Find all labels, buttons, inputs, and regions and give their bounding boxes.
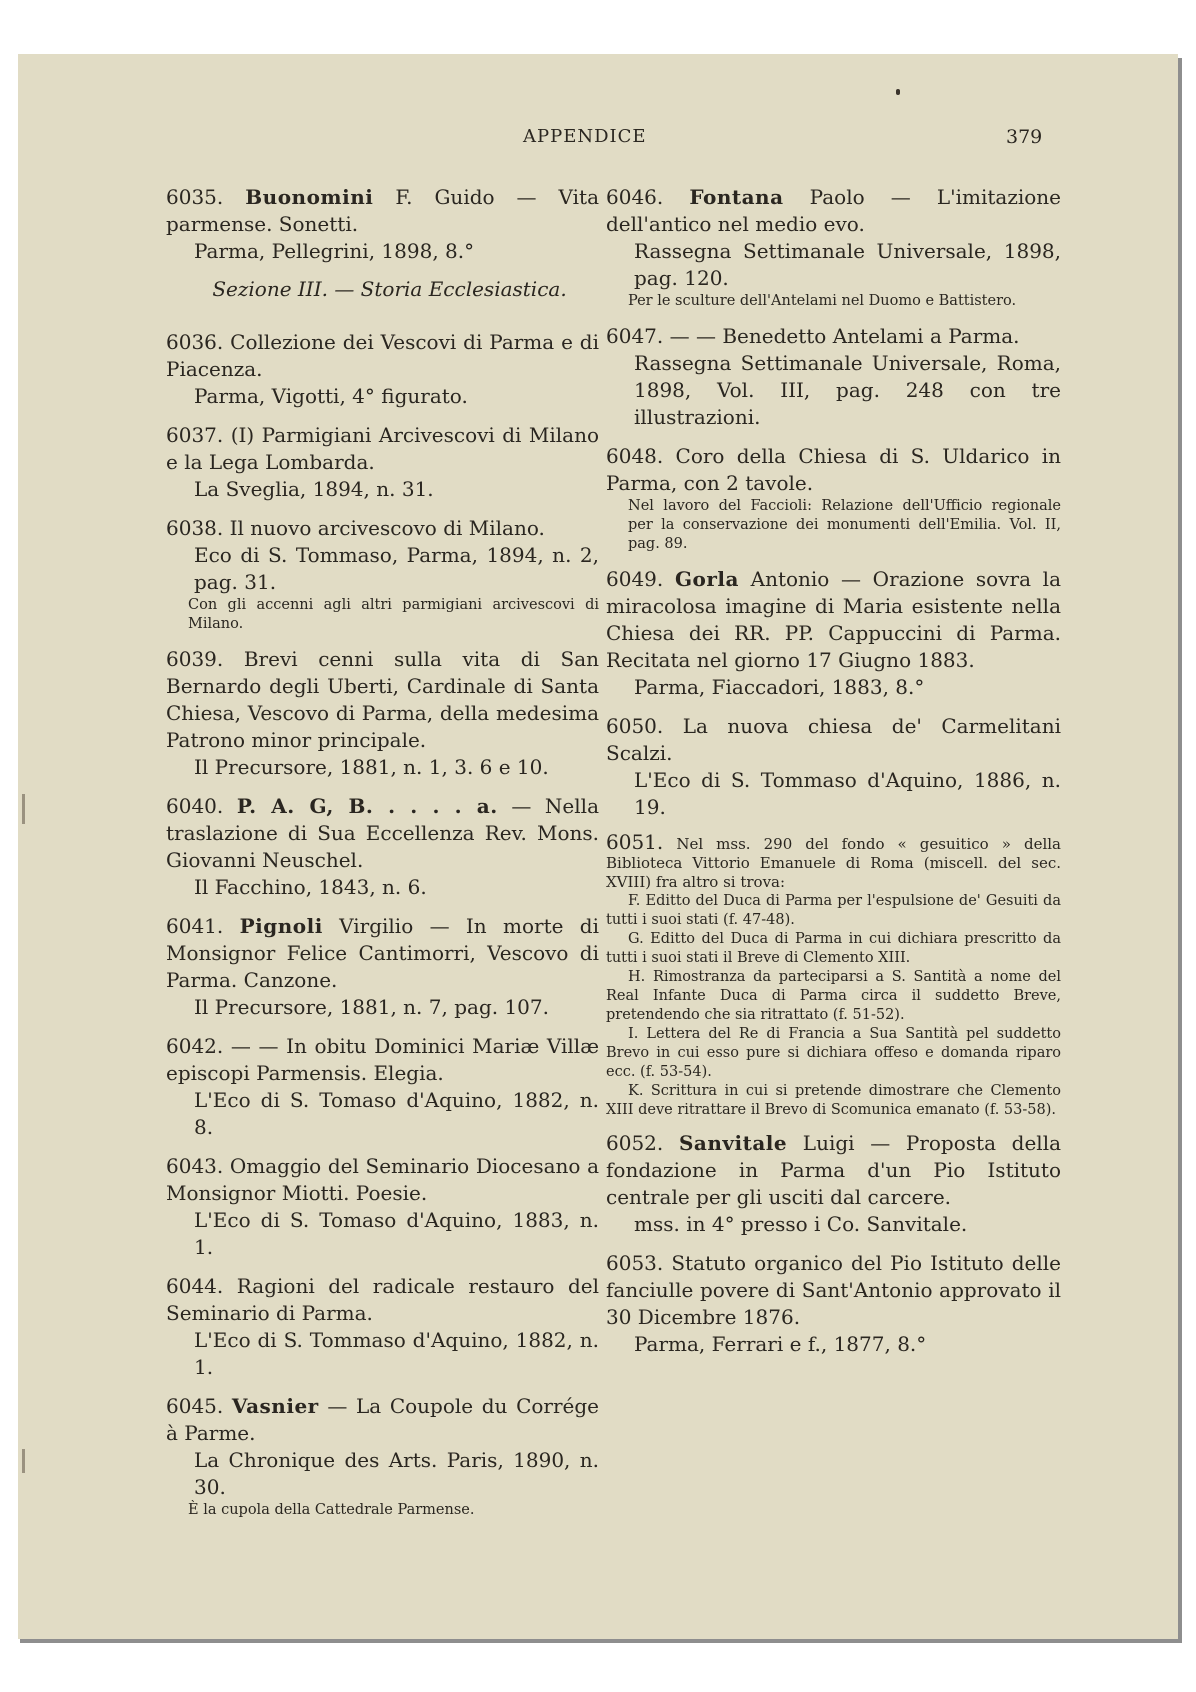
entry-publication: Il Precursore, 1881, n. 7, pag. 107.	[194, 995, 549, 1019]
entry-title: (I) Parmigiani Arcivescovi di Milano e la Lega Lombarda.	[166, 423, 599, 474]
entry-publication: Eco di S. Tommaso, Parma, 1894, n. 2, pag. 31.	[194, 543, 599, 594]
entry-publication: Il Precursore, 1881, n. 1, 3. 6 e 10.	[194, 755, 549, 779]
entry-publication: Rassegna Settimanale Universale, 1898, pag. 120.	[634, 239, 1061, 290]
entry-note: Per le sculture dell'Antelami nel Duomo e Battistero.	[628, 293, 1017, 309]
entry-6048	[606, 443, 1061, 554]
entry-number: 6038.	[166, 516, 224, 540]
entry-number: 6051.	[606, 830, 664, 854]
section-heading: Sezione III. — Storia Ecclesiastica.	[212, 277, 567, 301]
entry-title: Antonio — Orazione sovra la miracolosa imagine di Maria esistente nella Chiesa dei RR. PP. Cappuccini di Parma. Recitata nel giorno 17 Giugno 1883.	[606, 567, 1061, 672]
left-column	[166, 184, 599, 1532]
entry-6044	[166, 1273, 599, 1381]
entry-title: Statuto organico del Pio Istituto delle fanciulle povere di Sant'Antonio approvato il 30 Dicembre 1876.	[606, 1251, 1061, 1329]
entry-publication: Il Facchino, 1843, n. 6.	[194, 875, 427, 899]
entry-number: 6047.	[606, 324, 664, 348]
entry-publication: L'Eco di S. Tomaso d'Aquino, 1883, n. 1.	[194, 1208, 599, 1259]
ink-speck	[896, 89, 900, 95]
entry-number: 6041.	[166, 914, 224, 938]
list-item: I. Lettera del Re di Francia a Sua Santità pel suddetto Brevo in cui esso pure si dichiara offeso e domanda riparo ecc. (f. 53-54).	[606, 1026, 1061, 1080]
book-page	[18, 54, 1178, 1639]
entry-title: Omaggio del Seminario Diocesano a Monsignor Miotti. Poesie.	[166, 1154, 599, 1205]
entry-6041	[166, 913, 599, 1021]
entry-title: Il nuovo arcivescovo di Milano.	[229, 516, 545, 540]
entry-6047	[606, 323, 1061, 431]
entry-title: Virgilio — In morte di Monsignor Felice Cantimorri, Vescovo di Parma. Canzone.	[166, 914, 600, 992]
entry-author: Vasnier	[231, 1394, 319, 1418]
entry-number: 6040.	[166, 794, 224, 818]
entry-6042	[166, 1033, 599, 1141]
entry-6046	[606, 184, 1061, 311]
entry-number: 6048.	[606, 444, 664, 468]
entry-6053	[606, 1250, 1061, 1358]
entry-publication: Parma, Vigotti, 4° figurato.	[194, 384, 468, 408]
running-title: APPENDICE	[523, 126, 647, 147]
entry-number: 6039.	[166, 647, 224, 671]
entry-title: — La Coupole du Corrége à Parme.	[166, 1394, 600, 1445]
list-item: G. Editto del Duca di Parma in cui dichiara prescritto da tutti i suoi stati il Breve di Clemento XIII.	[606, 931, 1061, 966]
page-header	[18, 126, 1178, 152]
entry-publication: L'Eco di S. Tommaso d'Aquino, 1882, n. 1.	[194, 1328, 599, 1379]
entry-publication: La Sveglia, 1894, n. 31.	[194, 477, 434, 501]
entry-6043	[166, 1153, 599, 1261]
page-number: 379	[1006, 126, 1043, 148]
entry-title: Brevi cenni sulla vita di San Bernardo degli Uberti, Cardinale di Santa Chiesa, Vescovo di Parma, della medesima Patrono minor principale.	[166, 647, 599, 752]
entry-6035	[166, 184, 599, 265]
entry-number: 6050.	[606, 714, 664, 738]
entry-title: F. Guido — Vita parmense. Sonetti.	[166, 185, 599, 236]
entry-publication: La Chronique des Arts. Paris, 1890, n. 30.	[194, 1448, 599, 1499]
list-item: F. Editto del Duca di Parma per l'espulsione de' Gesuiti da tutti i suoi stati (f. 47-48).	[606, 893, 1061, 928]
entry-number: 6042.	[166, 1034, 224, 1058]
entry-number: 6049.	[606, 567, 664, 591]
entry-title: Collezione dei Vescovi di Parma e di Piacenza.	[166, 330, 599, 381]
entry-6052	[606, 1130, 1061, 1238]
entry-6036	[166, 329, 599, 410]
entry-note: Con gli accenni agli altri parmigiani arcivescovi di Milano.	[188, 597, 599, 632]
list-item: K. Scrittura in cui si pretende dimostrare che Clemento XIII deve ritrattare il Brevo di Scomunica emanato (f. 53-58).	[606, 1083, 1061, 1118]
entry-title: — — In obitu Dominici Mariæ Villæ episcopi Parmensis. Elegia.	[166, 1034, 599, 1085]
entry-6051	[606, 830, 1061, 1120]
entry-publication: mss. in 4° presso i Co. Sanvitale.	[634, 1212, 968, 1236]
entry-body: Nel mss. 290 del fondo « gesuitico » della Biblioteca Vittorio Emanuele di Roma (miscell. del sec. XVIII) fra altro si trova:	[606, 835, 1061, 891]
entry-6038	[166, 515, 599, 634]
list-item: H. Rimostranza da parteciparsi a S. Santità a nome del Real Infante Duca di Parma circa il suddetto Breve, pretendendo che sia ritrattato (f. 51-52).	[606, 969, 1061, 1023]
entry-title: — Nella traslazione di Sua Eccellenza Rev. Mons. Giovanni Neuschel.	[166, 794, 599, 872]
entry-publication: Rassegna Settimanale Universale, Roma, 1898, Vol. III, pag. 248 con tre illustrazioni.	[634, 351, 1061, 429]
entry-author: Buonomini	[245, 185, 374, 209]
entry-author: Sanvitale	[678, 1131, 788, 1155]
entry-title: La nuova chiesa de' Carmelitani Scalzi.	[606, 714, 1061, 765]
entry-number: 6037.	[166, 423, 224, 447]
entry-6037	[166, 422, 599, 503]
entry-number: 6046.	[606, 185, 664, 209]
entry-6040	[166, 793, 599, 901]
edge-mark	[22, 794, 25, 824]
entry-6045	[166, 1393, 599, 1520]
entry-title: — — Benedetto Antelami a Parma.	[669, 324, 1020, 348]
entry-number: 6035.	[166, 185, 224, 209]
entry-publication: Parma, Pellegrini, 1898, 8.°	[194, 239, 475, 263]
entry-author: Gorla	[674, 567, 739, 591]
entry-number: 6036.	[166, 330, 224, 354]
entry-number: 6052.	[606, 1131, 664, 1155]
entry-note: È la cupola della Cattedrale Parmense.	[188, 1502, 475, 1518]
entry-author: Pignoli	[239, 914, 323, 938]
entry-author: Fontana	[689, 185, 784, 209]
entry-publication: L'Eco di S. Tomaso d'Aquino, 1882, n. 8.	[194, 1088, 599, 1139]
entry-title: Luigi — Proposta della fondazione in Parma d'un Pio Istituto centrale per gli usciti dal carcere.	[606, 1131, 1062, 1209]
entry-6050	[606, 713, 1061, 821]
entry-publication: Parma, Fiaccadori, 1883, 8.°	[634, 675, 925, 699]
entry-publication: Parma, Ferrari e f., 1877, 8.°	[634, 1332, 927, 1356]
entry-number: 6044.	[166, 1274, 224, 1298]
entry-author: P. A. G, B. . . . . a.	[236, 794, 498, 818]
entry-number: 6043.	[166, 1154, 224, 1178]
edge-mark	[22, 1449, 25, 1473]
entry-note: Nel lavoro del Faccioli: Relazione dell'Ufficio regionale per la conservazione dei monumenti dell'Emilia. Vol. II, pag. 89.	[628, 498, 1061, 552]
entry-publication: L'Eco di S. Tommaso d'Aquino, 1886, n. 19.	[634, 768, 1061, 819]
entry-title: Ragioni del radicale restauro del Seminario di Parma.	[166, 1274, 599, 1325]
entry-title: Paolo — L'imitazione dell'antico nel medio evo.	[606, 185, 1062, 236]
entry-title: Coro della Chiesa di S. Uldarico in Parma, con 2 tavole.	[606, 444, 1061, 495]
entry-6039	[166, 646, 599, 781]
entry-number: 6053.	[606, 1251, 664, 1275]
right-column	[606, 184, 1061, 1370]
entry-6049	[606, 566, 1061, 701]
entry-number: 6045.	[166, 1394, 224, 1418]
